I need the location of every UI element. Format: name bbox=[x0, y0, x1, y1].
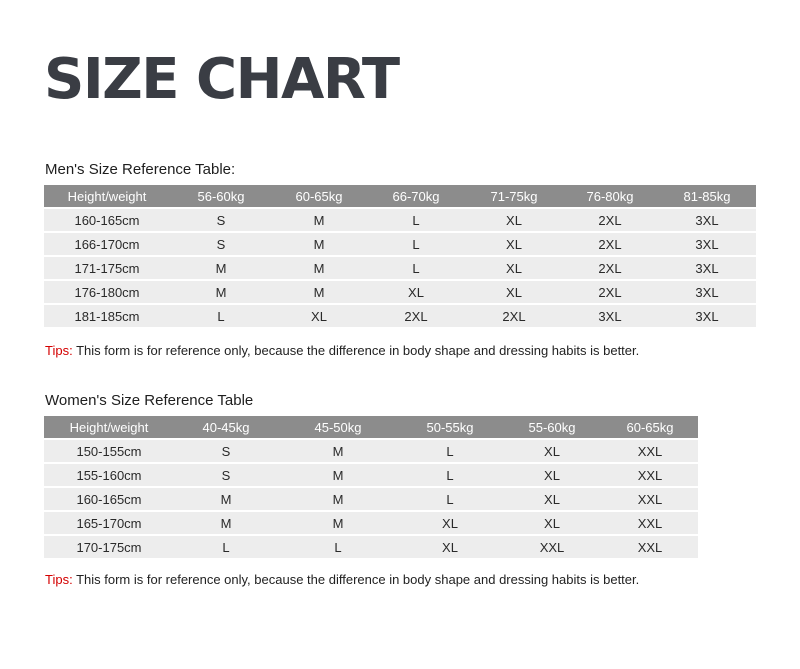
men-size-table bbox=[44, 183, 756, 329]
men-tips bbox=[45, 343, 639, 358]
size-cell: M bbox=[174, 512, 278, 534]
size-cell: XL bbox=[398, 536, 502, 558]
size-cell: S bbox=[174, 464, 278, 486]
size-cell: 2XL bbox=[366, 305, 466, 327]
size-cell: XXL bbox=[502, 536, 602, 558]
height-cell: 150-155cm bbox=[44, 440, 174, 462]
size-cell: L bbox=[398, 464, 502, 486]
height-cell: 165-170cm bbox=[44, 512, 174, 534]
column-header-weight: 55-60kg bbox=[502, 416, 602, 438]
women-size-table bbox=[44, 414, 698, 560]
size-cell: M bbox=[272, 257, 366, 279]
size-cell: L bbox=[366, 257, 466, 279]
column-header-height-weight: Height/weight bbox=[44, 185, 170, 207]
size-cell: M bbox=[272, 281, 366, 303]
column-header-weight: 66-70kg bbox=[366, 185, 466, 207]
size-cell: M bbox=[170, 257, 272, 279]
table-row bbox=[44, 440, 698, 462]
size-cell: M bbox=[278, 464, 398, 486]
size-cell: XXL bbox=[602, 512, 698, 534]
column-header-weight: 60-65kg bbox=[602, 416, 698, 438]
size-cell: XXL bbox=[602, 488, 698, 510]
table-row bbox=[44, 281, 756, 303]
size-cell: XL bbox=[502, 440, 602, 462]
height-cell: 170-175cm bbox=[44, 536, 174, 558]
page-title: SIZE CHART bbox=[44, 47, 399, 112]
table-row bbox=[44, 512, 698, 534]
size-cell: M bbox=[278, 440, 398, 462]
column-header-weight: 56-60kg bbox=[170, 185, 272, 207]
height-cell: 155-160cm bbox=[44, 464, 174, 486]
tips-label: Tips: bbox=[45, 343, 73, 358]
size-cell: L bbox=[398, 440, 502, 462]
size-cell: M bbox=[170, 281, 272, 303]
height-cell: 171-175cm bbox=[44, 257, 170, 279]
size-cell: XL bbox=[366, 281, 466, 303]
size-cell: L bbox=[398, 488, 502, 510]
size-cell: 3XL bbox=[658, 233, 756, 255]
table-header-row bbox=[44, 416, 698, 438]
size-cell: 3XL bbox=[658, 305, 756, 327]
size-cell: 3XL bbox=[658, 281, 756, 303]
size-cell: XL bbox=[398, 512, 502, 534]
height-cell: 181-185cm bbox=[44, 305, 170, 327]
size-cell: M bbox=[272, 209, 366, 231]
column-header-weight: 71-75kg bbox=[466, 185, 562, 207]
size-cell: M bbox=[174, 488, 278, 510]
height-cell: 160-165cm bbox=[44, 209, 170, 231]
column-header-weight: 81-85kg bbox=[658, 185, 756, 207]
column-header-weight: 45-50kg bbox=[278, 416, 398, 438]
women-tips bbox=[45, 572, 639, 587]
table-header-row bbox=[44, 185, 756, 207]
column-header-weight: 60-65kg bbox=[272, 185, 366, 207]
height-cell: 176-180cm bbox=[44, 281, 170, 303]
size-cell: XL bbox=[502, 464, 602, 486]
size-cell: XXL bbox=[602, 536, 698, 558]
size-cell: M bbox=[272, 233, 366, 255]
tips-label: Tips: bbox=[45, 572, 73, 587]
table-row bbox=[44, 536, 698, 558]
size-cell: XL bbox=[272, 305, 366, 327]
table-row bbox=[44, 233, 756, 255]
size-cell: 3XL bbox=[658, 257, 756, 279]
men-table-heading: Men's Size Reference Table: bbox=[45, 161, 236, 178]
tips-text: This form is for reference only, because the difference in body shape and dressing habits is better. bbox=[72, 572, 640, 587]
size-cell: 2XL bbox=[562, 233, 658, 255]
table-row bbox=[44, 209, 756, 231]
women-table-heading: Women's Size Reference Table bbox=[45, 392, 254, 409]
size-cell: S bbox=[170, 233, 272, 255]
column-header-height-weight: Height/weight bbox=[44, 416, 174, 438]
column-header-weight: 40-45kg bbox=[174, 416, 278, 438]
column-header-weight: 50-55kg bbox=[398, 416, 502, 438]
table-row bbox=[44, 305, 756, 327]
size-cell: 2XL bbox=[562, 209, 658, 231]
size-cell: L bbox=[366, 209, 466, 231]
table-row bbox=[44, 464, 698, 486]
size-cell: S bbox=[170, 209, 272, 231]
tips-text: This form is for reference only, because the difference in body shape and dressing habits is better. bbox=[72, 343, 640, 358]
height-cell: 166-170cm bbox=[44, 233, 170, 255]
size-cell: XXL bbox=[602, 440, 698, 462]
table-row bbox=[44, 257, 756, 279]
size-cell: L bbox=[278, 536, 398, 558]
size-cell: 2XL bbox=[562, 257, 658, 279]
size-cell: L bbox=[174, 536, 278, 558]
size-cell: XL bbox=[466, 233, 562, 255]
size-cell: M bbox=[278, 512, 398, 534]
size-cell: 2XL bbox=[562, 281, 658, 303]
size-cell: 3XL bbox=[658, 209, 756, 231]
size-cell: XL bbox=[502, 512, 602, 534]
size-cell: 2XL bbox=[466, 305, 562, 327]
size-cell: L bbox=[366, 233, 466, 255]
column-header-weight: 76-80kg bbox=[562, 185, 658, 207]
size-cell: XL bbox=[466, 281, 562, 303]
height-cell: 160-165cm bbox=[44, 488, 174, 510]
size-cell: XL bbox=[466, 209, 562, 231]
size-cell: L bbox=[170, 305, 272, 327]
size-cell: XL bbox=[466, 257, 562, 279]
size-cell: XL bbox=[502, 488, 602, 510]
table-row bbox=[44, 488, 698, 510]
size-cell: S bbox=[174, 440, 278, 462]
size-cell: M bbox=[278, 488, 398, 510]
size-cell: 3XL bbox=[562, 305, 658, 327]
size-cell: XXL bbox=[602, 464, 698, 486]
